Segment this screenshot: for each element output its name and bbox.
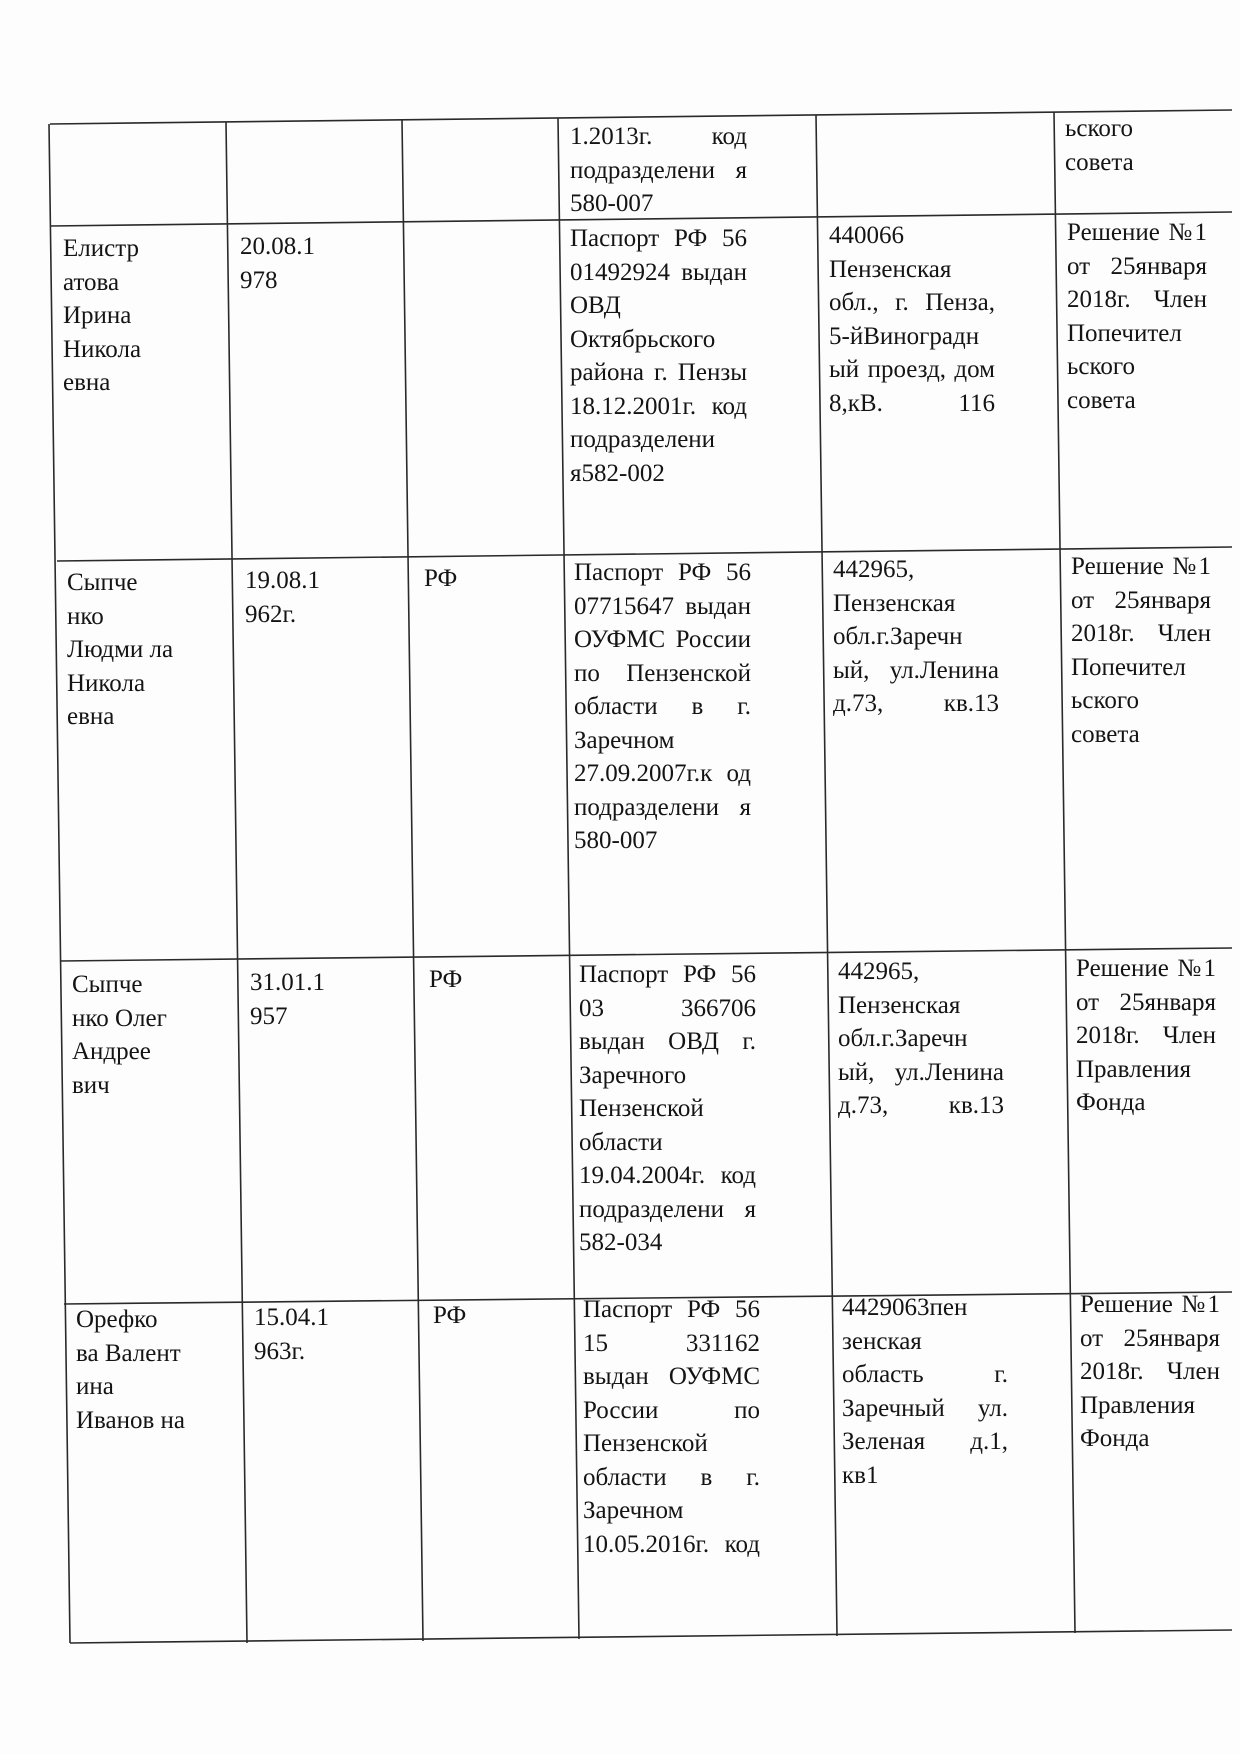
row1-passport-cell: Паспорт РФ 56 01492924 выдан ОВД Октябрьского района г. Пензы 18.12.2001г. код подразделени я582-002 <box>570 225 747 487</box>
row3-name-cell: Сыпче нко Олег Андрее вич <box>72 971 167 1099</box>
row2-name-cell: Сыпче нко Людми ла Никола евна <box>67 569 174 730</box>
row4-birthdate-cell: 15.04.1 963г. <box>254 1304 329 1365</box>
row4-address-cell: 4429063пен зенская область г. Заречный ул. Зеленая д.1, кв1 <box>842 1294 1008 1489</box>
col-rule-2 <box>226 122 247 1643</box>
row2-birthdate-cell: 19.08.1 962г. <box>245 567 320 628</box>
row1-name-cell: Елистр атова Ирина Никола евна <box>63 235 142 396</box>
row3-passport-cell: Паспорт РФ 56 03 366706 выдан ОВД г. Заречного Пензенской области 19.04.2004г. код подразделени я 582-034 <box>579 961 756 1256</box>
row0-passport-cell: 1.2013г. код подразделени я 580-007 <box>570 123 747 217</box>
row0-basis-cell: ьского совета <box>1065 115 1134 176</box>
row2-address-cell: 442965, Пензенская обл.г.Заречн ый, ул.Ленина д.73, кв.13 <box>833 556 999 717</box>
col-rule-3 <box>402 120 423 1641</box>
row2-basis-cell: Решение №1 от 25января 2018г. Член Попечител ьского совета <box>1071 553 1211 748</box>
row4-passport-cell: Паспорт РФ 56 15 331162 выдан ОУФМС России по Пензенской области в г. Заречном 10.05.2016г. код <box>583 1296 760 1558</box>
row1-basis-cell: Решение №1 от 25января 2018г. Член Попечител ьского совета <box>1067 219 1207 414</box>
row1-address-cell: 440066 Пензенская обл., г. Пенза, 5-йВиноградн ый проезд, дом 8,кВ. 116 <box>829 222 995 417</box>
row3-address-cell: 442965, Пензенская обл.г.Заречн ый, ул.Ленина д.73, кв.13 <box>838 958 1004 1119</box>
row4-citizenship-cell: РФ <box>433 1302 467 1329</box>
row4-name-cell: Орефко ва Валент ина Иванов на <box>76 1306 186 1434</box>
row2-citizenship-cell: РФ <box>424 565 458 592</box>
row3-citizenship-cell: РФ <box>429 966 463 993</box>
table-bottom-rule <box>70 1630 1232 1643</box>
row1-birthdate-cell: 20.08.1 978 <box>240 233 315 294</box>
row3-birthdate-cell: 31.01.1 957 <box>250 969 325 1030</box>
row3-basis-cell: Решение №1 от 25января 2018г. Член Правления Фонда <box>1076 955 1216 1116</box>
row2-passport-cell: Паспорт РФ 56 07715647 выдан ОУФМС России по Пензенской области в г. Заречном 27.09.2007г.к од подразделени я 580-007 <box>574 559 751 854</box>
row4-basis-cell: Решение №1 от 25января 2018г. Член Правления Фонда <box>1080 1291 1220 1452</box>
